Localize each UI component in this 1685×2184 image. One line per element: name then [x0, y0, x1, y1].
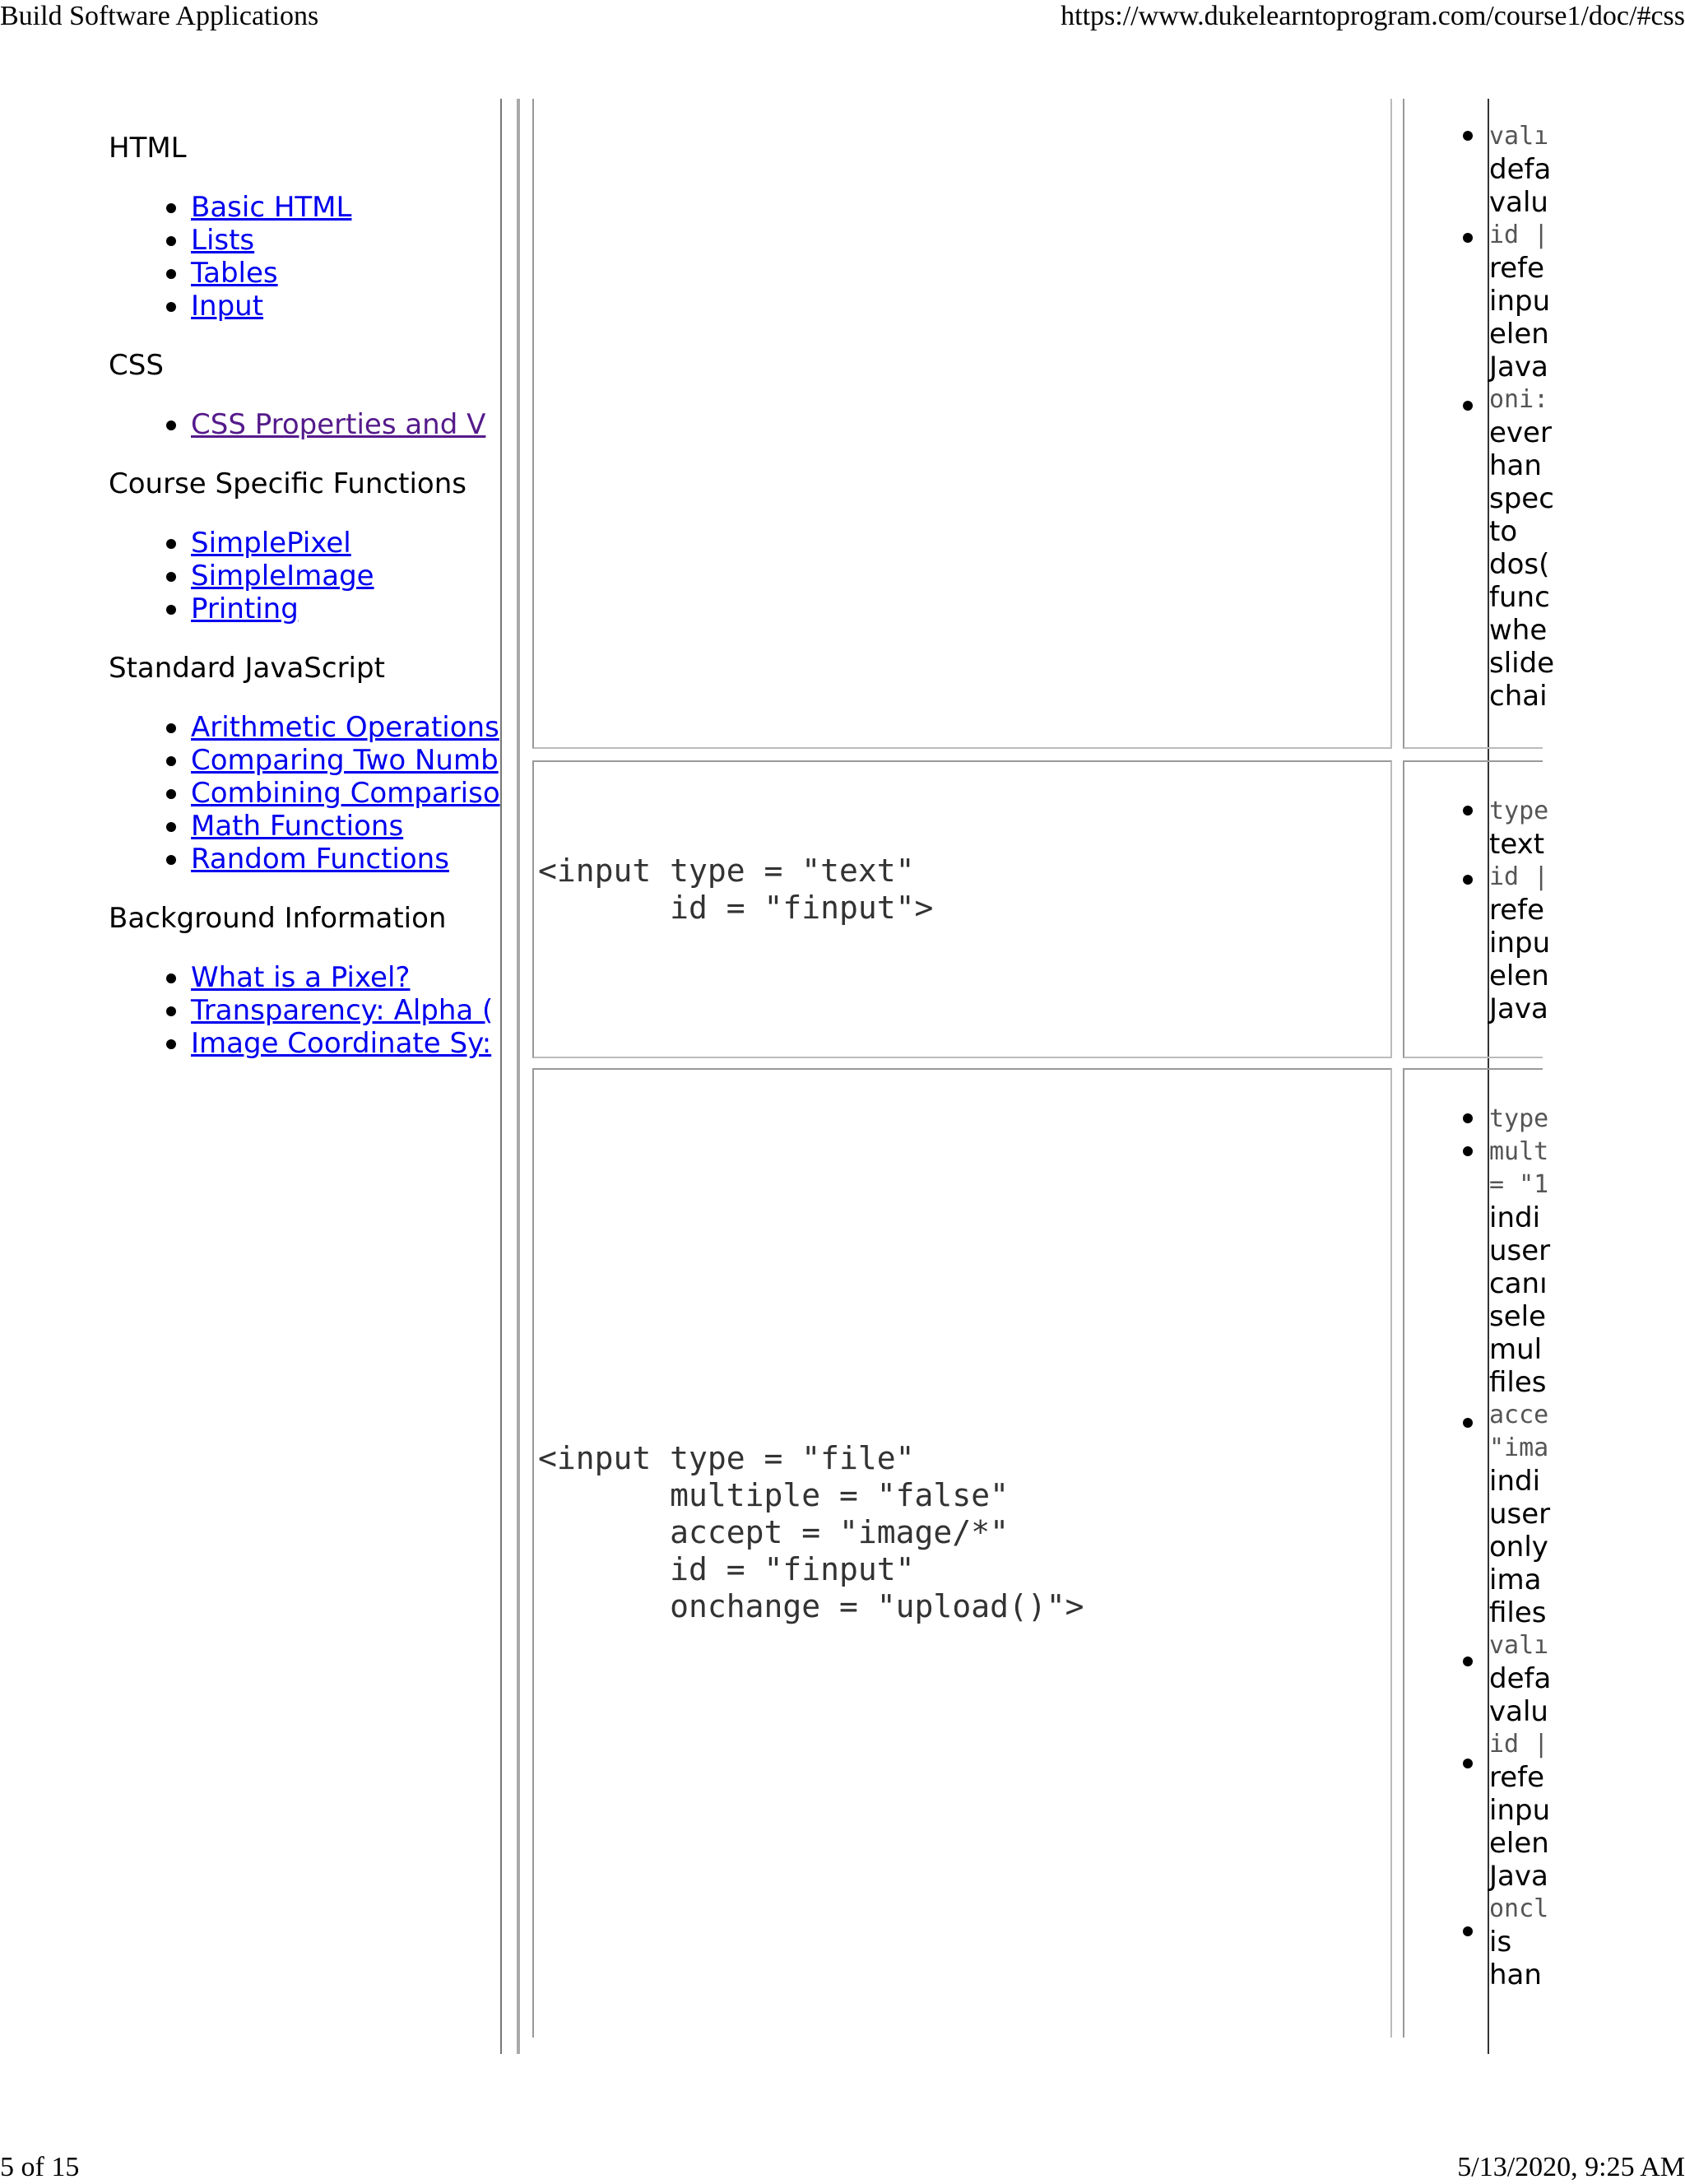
desc-word: indi	[1489, 1465, 1541, 1498]
section-title-standard-js: Standard JavaScript	[109, 652, 385, 685]
desc-word: inpu	[1489, 1794, 1551, 1827]
desc-word: only	[1489, 1531, 1548, 1564]
link-simplepixel[interactable]: SimplePixel	[191, 527, 351, 560]
desc-word: refe	[1489, 252, 1545, 285]
desc-word: han	[1489, 449, 1542, 482]
desc-word: ever	[1489, 416, 1552, 449]
desc-word: user	[1489, 1234, 1551, 1267]
desc-word: text	[1489, 828, 1545, 861]
list-item	[191, 711, 499, 744]
table-cell-code-row1	[532, 99, 1392, 749]
link-tables[interactable]: Tables	[191, 257, 278, 290]
desc-word: indi	[1489, 1201, 1541, 1234]
list-item	[191, 290, 482, 323]
desc-word: refe	[1489, 894, 1545, 927]
link-simpleimage[interactable]: SimpleImage	[191, 560, 374, 592]
link-input[interactable]: Input	[191, 290, 264, 323]
desc-word: slide	[1489, 647, 1555, 680]
link-math-functions[interactable]: Math Functions	[191, 810, 404, 843]
code-file-input: <input type = "file" multiple = "false" accept = "image/*" id = "finput" onchange = "upload()">	[538, 1440, 1084, 1624]
doc-sidebar-nav	[109, 132, 500, 1086]
list-item	[191, 810, 482, 843]
desc-word: whe	[1489, 614, 1548, 647]
desc-word: func	[1489, 581, 1550, 614]
attr-value: = "1	[1489, 1170, 1549, 1199]
print-footer-page-number: 5 of 15	[0, 2152, 80, 2182]
desc-word: mul	[1489, 1333, 1543, 1366]
desc-word: sele	[1489, 1300, 1546, 1333]
bullet-icon	[1463, 875, 1473, 885]
list-item	[191, 224, 482, 257]
link-combining-comparisons[interactable]: Combining Compariso	[191, 777, 500, 810]
desc-word: to	[1489, 515, 1518, 548]
section-title-css: CSS	[109, 349, 164, 382]
list-item	[191, 961, 482, 994]
desc-word: user	[1489, 1498, 1551, 1531]
desc-word: Java	[1489, 992, 1548, 1025]
print-header-title: Build Software Applications	[0, 1, 319, 31]
bullet-icon	[1463, 401, 1473, 411]
link-basic-html[interactable]: Basic HTML	[191, 191, 352, 224]
bullet-icon	[1463, 1657, 1473, 1666]
bullet-icon	[1463, 806, 1473, 816]
attr-name: valı	[1489, 122, 1549, 151]
attr-name: id |	[1489, 862, 1549, 891]
attr-name: type	[1489, 1104, 1549, 1133]
link-random-functions[interactable]: Random Functions	[191, 843, 449, 876]
bullet-icon	[1463, 1113, 1473, 1123]
desc-word: spec	[1489, 482, 1554, 515]
list-item	[191, 994, 494, 1027]
desc-word: defa	[1489, 1662, 1552, 1695]
desc-word: files	[1489, 1366, 1547, 1399]
link-what-is-a-pixel[interactable]: What is a Pixel?	[191, 961, 411, 994]
list-item	[191, 843, 482, 876]
print-footer-datetime: 5/13/2020, 9:25 AM	[1457, 2152, 1685, 2182]
css-links-list	[109, 408, 486, 441]
bullet-icon	[1463, 1418, 1473, 1428]
description-list-row1	[1489, 120, 1555, 713]
list-item	[191, 527, 482, 560]
list-item	[191, 777, 500, 810]
attr-name: valı	[1489, 1631, 1549, 1660]
desc-word: chai	[1489, 680, 1548, 713]
desc-word: refe	[1489, 1761, 1545, 1794]
section-title-background-info: Background Information	[109, 902, 447, 935]
standard-js-links-list	[109, 711, 500, 876]
list-item	[191, 592, 482, 625]
link-printing[interactable]: Printing	[191, 592, 299, 625]
frame-divider	[517, 99, 520, 2054]
desc-word: inpu	[1489, 927, 1551, 960]
desc-word: defa	[1489, 153, 1552, 186]
frame-divider	[500, 99, 502, 2054]
background-info-links-list	[109, 961, 494, 1060]
attr-value: "ima	[1489, 1434, 1549, 1462]
list-item	[191, 744, 499, 777]
html-links-list	[109, 191, 482, 323]
link-transparency-alpha[interactable]: Transparency: Alpha (	[191, 994, 494, 1027]
link-lists[interactable]: Lists	[191, 224, 255, 257]
list-item	[191, 257, 482, 290]
list-item	[191, 1027, 492, 1060]
bullet-icon	[1463, 131, 1473, 141]
description-list-row2	[1489, 795, 1551, 1025]
desc-word: elen	[1489, 1827, 1549, 1860]
desc-word: Java	[1489, 1860, 1548, 1893]
section-title-course-functions: Course Specific Functions	[109, 467, 467, 500]
desc-word: elen	[1489, 318, 1549, 351]
attr-name: acce	[1489, 1401, 1549, 1429]
desc-word: is	[1489, 1926, 1512, 1959]
desc-word: valu	[1489, 1695, 1548, 1728]
print-header-url: https://www.dukelearntoprogram.com/course1/doc/#css	[1061, 1, 1685, 31]
code-text-input: <input type = "text" id = "finput">	[538, 853, 934, 926]
attr-name: type	[1489, 797, 1549, 825]
attr-name: oncl	[1489, 1894, 1549, 1923]
desc-word: Java	[1489, 351, 1548, 383]
bullet-icon	[1463, 1146, 1473, 1156]
attr-name: oni:	[1489, 385, 1549, 414]
link-comparing-two-numbers[interactable]: Comparing Two Numb	[191, 744, 499, 777]
course-functions-links-list	[109, 527, 482, 625]
desc-word: canı	[1489, 1267, 1548, 1300]
link-image-coordinate-system[interactable]: Image Coordinate Sy:	[191, 1027, 492, 1060]
desc-word: dos(	[1489, 548, 1550, 581]
desc-word: valu	[1489, 186, 1548, 219]
list-item	[191, 560, 482, 592]
desc-word: han	[1489, 1959, 1542, 1991]
link-css-properties[interactable]: CSS Properties and V	[191, 408, 486, 441]
description-list-row3	[1489, 1103, 1552, 1991]
list-item	[191, 408, 486, 441]
list-item	[191, 191, 482, 224]
bullet-icon	[1463, 1926, 1473, 1936]
desc-word: elen	[1489, 960, 1549, 992]
bullet-icon	[1463, 233, 1473, 243]
desc-word: ima	[1489, 1564, 1542, 1596]
desc-word: files	[1489, 1596, 1547, 1629]
attr-name: id |	[1489, 1730, 1549, 1759]
link-arithmetic-operations[interactable]: Arithmetic Operations	[191, 711, 499, 744]
attr-name: id |	[1489, 221, 1549, 249]
section-title-html: HTML	[109, 132, 187, 165]
desc-word: inpu	[1489, 285, 1551, 318]
attr-name: mult	[1489, 1137, 1549, 1166]
bullet-icon	[1463, 1759, 1473, 1768]
